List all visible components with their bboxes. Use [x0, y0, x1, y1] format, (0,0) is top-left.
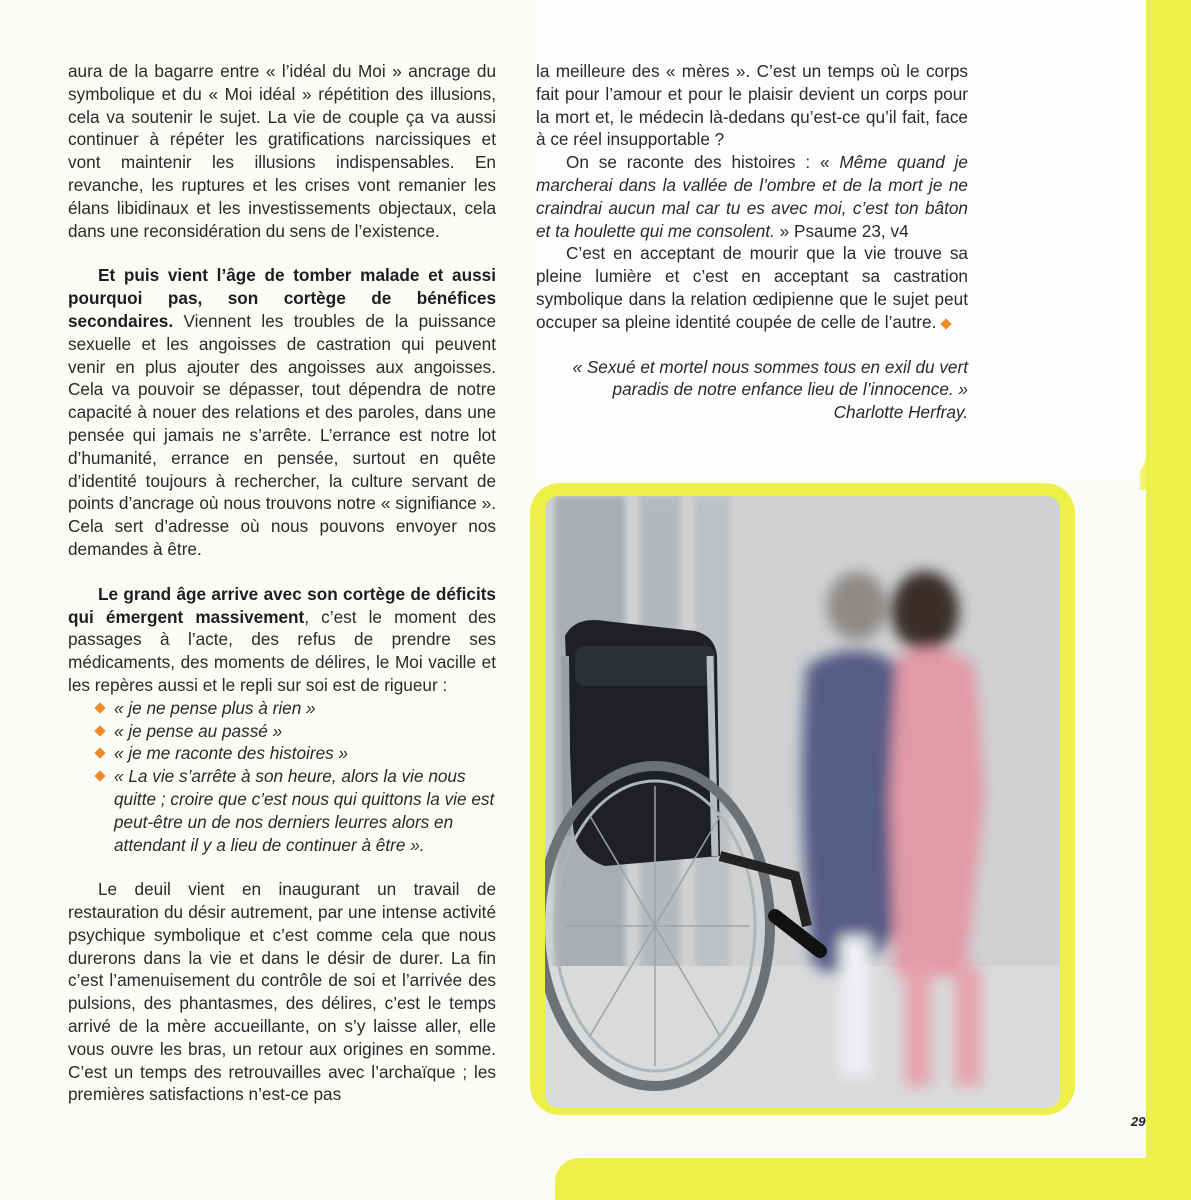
wheelchair-and-caregiver-photo [545, 496, 1060, 1108]
paragraph-old-age-text: , c’est le moment des passages à l’acte, des refus de prendre ses médicaments, des moments de délires, le Moi vacille et les repères aussi et le repli sur soi est de rigueur : [68, 606, 496, 695]
photo-illustration [545, 496, 1060, 1108]
end-diamond-icon [941, 318, 952, 329]
list-item: « je ne pense plus à rien » [68, 697, 496, 720]
right-column [536, 60, 968, 424]
page-number: 29 [1131, 1114, 1146, 1129]
psalm-quote: Même quand je marcherai dans la vallée de l’ombre et de la mort je ne craindrai aucun mal car tu es avec moi, c’est ton bâton et ta houlette qui me consolent. [536, 152, 968, 241]
heading-old-age: Le grand âge arrive avec son cortège de déficits qui émergent massivement [68, 583, 496, 627]
yellow-band-right [1146, 0, 1191, 1200]
paragraph-castration: C’est en acceptant de mourir que la vie trouve sa pleine lumière et c’est en acceptant sa castration symbolique dans la relation œdipienne que le sujet peut occuper sa pleine identité coupée de celle de l’autre. [536, 243, 968, 332]
paragraph-old-age [68, 583, 496, 697]
list-item: « je me raconte des histoires » [68, 742, 496, 765]
paragraph-illness-text: Viennent les troubles de la puissance sexuelle et les angoisses de castration qui peuvent venir en plus ajouter des angoisses aux angoisses. Cela va pouvoir se dépasser, tout dépendra de notre capacité à nouer des relations et des paroles, dans une pensée qui jamais ne s’arrête. L’errance est notre lot d’humanité, errance en pensée, surtout en quête d’identité toujours à rechercher, la culture servant de points d’ancrage où nous trouvons notre « signifiance ». Cela sert d’adresse où nous pouvons envoyer nos demandes à être. [68, 310, 496, 559]
paragraph-mourning: Le deuil vient en inaugurant un travail de restauration du désir autrement, par une intense activité psychique symbolique et c’est comme cela que nous durerons dans la vie et dans le désir de durer. La fin c’est l’amenuisement du contrôle de soi et l’arrivée des pulsions, des phantasmes, des délires, c’est le temps arrivé de la mère accueillante, on s’y laisse aller, elle vous ouvre les bras, un retour aux origines en somme. C’est un temps des retrouvailles avec l’archaïque ; les premières satisfactions n’est-ce pas [68, 879, 496, 1105]
paragraph-couple: aura de la bagarre entre « l’idéal du Moi » ancrage du symbolique et du « Moi idéal » répétition des illusions, cela va soutenir le sujet. La vie de couple ça va aussi continuer à répéter les gratifications narcissiques et vont maintenir les illusions indispensables. En revanche, les ruptures et les crises vont remanier les élans libidinaux et les investissements objectaux, cela dans une reconsidération du sens de l’existence. [68, 61, 496, 241]
list-item: « La vie s’arrête à son heure, alors la vie nous quitte ; croire que c’est nous qui quittons la vie est peut-être un de nos derniers leurres alors en attendant il y a lieu de continuer à être ». [68, 765, 496, 856]
paragraph-psalm: On se raconte des histoires : « Même quand je marcherai dans la vallée de l’ombre et de la mort je ne craindrai aucun mal car tu es avec moi, c’est ton bâton et ta houlette qui me consolent. » Psaume 23, v4 [536, 152, 968, 241]
paragraph-mother: la meilleure des « mères ». C’est un temps où le corps fait pour l’amour et pour le plaisir devient un corps pour la mort et, le médecin là-dedans qu’est-ce qu’il fait, face à ce réel insupportable ? [536, 61, 968, 150]
quote-list [68, 697, 496, 857]
heading-illness: Et puis vient l’âge de tomber malade et aussi pourquoi pas, son cortège de bénéfices secondaires. [68, 265, 496, 331]
epigraph-author: Charlotte Herfray. [833, 402, 968, 423]
paragraph-illness [68, 264, 496, 560]
list-item: « je pense au passé » [68, 720, 496, 743]
left-column [68, 60, 496, 1106]
epigraph-quote: « Sexué et mortel nous sommes tous en exil du vert paradis de notre enfance lieu de l’innocence. » [572, 356, 968, 400]
yellow-band-bottom [555, 1158, 1191, 1200]
